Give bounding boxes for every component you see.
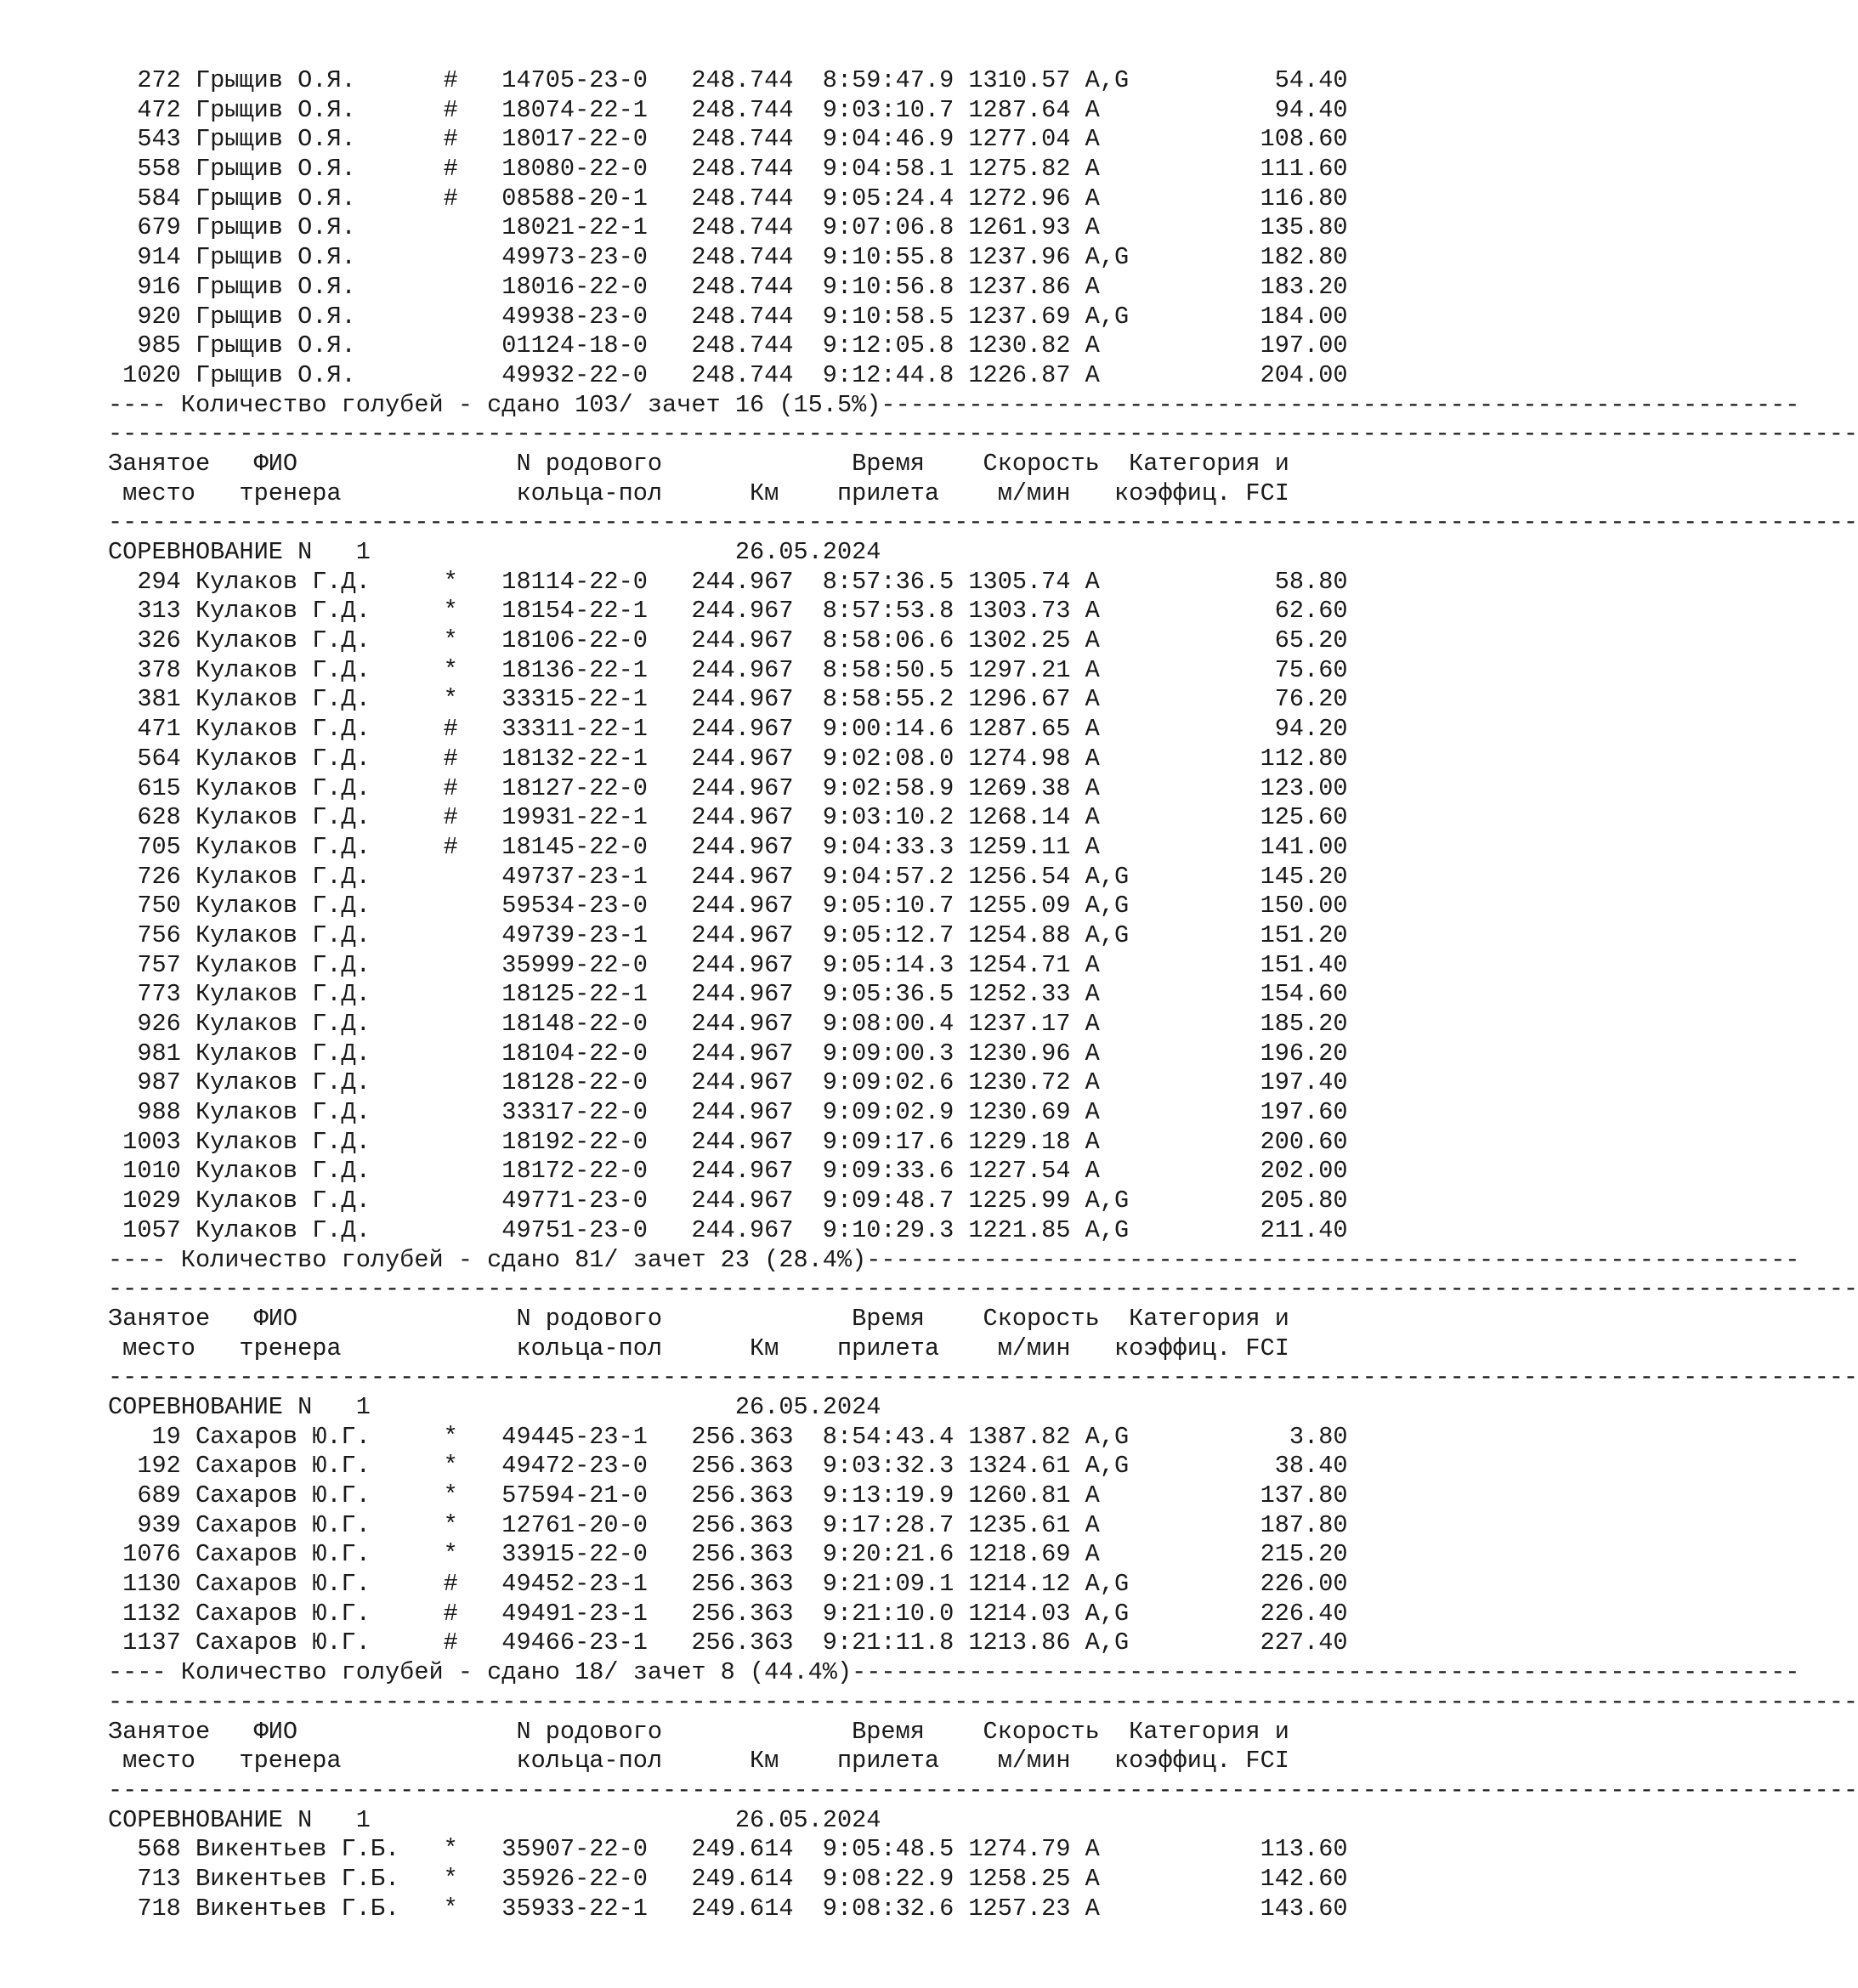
result-row: 926 Кулаков Г.Д. 18148-22-0 244.967 9:08:00.4 1237.17 A 185.20 bbox=[108, 1010, 1348, 1038]
section-summary: ---- Количество голубей - сдано 18/ зачет 8 (44.4%)----------------------------------------------------------------- bbox=[108, 1658, 1800, 1687]
result-row: 313 Кулаков Г.Д. * 18154-22-1 244.967 8:57:53.8 1303.73 A 62.60 bbox=[108, 597, 1348, 626]
section-summary: ---- Количество голубей - сдано 103/ зачет 16 (15.5%)--------------------------------------------------------------- bbox=[108, 390, 1800, 419]
result-row: 679 Грыщив О.Я. 18021-22-1 248.744 9:07:06.8 1261.93 A 135.80 bbox=[108, 213, 1348, 242]
result-row: 916 Грыщив О.Я. 18016-22-0 248.744 9:10:56.8 1237.86 A 183.20 bbox=[108, 272, 1348, 301]
result-row: 1076 Сахаров Ю.Г. * 33915-22-0 256.363 9:20:21.6 1218.69 A 215.20 bbox=[108, 1540, 1348, 1569]
result-row: 988 Кулаков Г.Д. 33317-22-0 244.967 9:09:02.9 1230.69 A 197.60 bbox=[108, 1098, 1348, 1127]
dashed-separator: ------------------------------------------------------------------------------------------------------------------------ bbox=[108, 508, 1858, 537]
result-row: 628 Кулаков Г.Д. # 19931-22-1 244.967 9:03:10.2 1268.14 A 125.60 bbox=[108, 803, 1348, 832]
result-row: 987 Кулаков Г.Д. 18128-22-0 244.967 9:09:02.6 1230.72 A 197.40 bbox=[108, 1068, 1348, 1097]
result-row: 1057 Кулаков Г.Д. 49751-23-0 244.967 9:10:29.3 1221.85 A,G 211.40 bbox=[108, 1215, 1348, 1244]
column-header-line-2: место тренера кольца-пол Км прилета м/мин коэффиц. FCI bbox=[108, 479, 1289, 507]
result-row: 713 Викентьев Г.Б. * 35926-22-0 249.614 9:08:22.9 1258.25 A 142.60 bbox=[108, 1864, 1348, 1893]
result-row: 718 Викентьев Г.Б. * 35933-22-1 249.614 9:08:32.6 1257.23 A 143.60 bbox=[108, 1894, 1348, 1923]
result-row: 1020 Грыщив О.Я. 49932-22-0 248.744 9:12:44.8 1226.87 A 204.00 bbox=[108, 360, 1348, 389]
result-row: 584 Грыщив О.Я. # 08588-20-1 248.744 9:05:24.4 1272.96 A 116.80 bbox=[108, 184, 1348, 212]
result-row: 1132 Сахаров Ю.Г. # 49491-23-1 256.363 9:21:10.0 1214.03 A,G 226.40 bbox=[108, 1599, 1348, 1628]
result-row: 471 Кулаков Г.Д. # 33311-22-1 244.967 9:00:14.6 1287.65 A 94.20 bbox=[108, 715, 1348, 744]
result-row: 564 Кулаков Г.Д. # 18132-22-1 244.967 9:02:08.0 1274.98 A 112.80 bbox=[108, 744, 1348, 773]
result-row: 381 Кулаков Г.Д. * 33315-22-1 244.967 8:58:55.2 1296.67 A 76.20 bbox=[108, 685, 1348, 714]
result-row: 192 Сахаров Ю.Г. * 49472-23-0 256.363 9:03:32.3 1324.61 A,G 38.40 bbox=[108, 1452, 1348, 1481]
result-row: 1029 Кулаков Г.Д. 49771-23-0 244.967 9:09:48.7 1225.99 A,G 205.80 bbox=[108, 1187, 1348, 1215]
result-row: 326 Кулаков Г.Д. * 18106-22-0 244.967 8:58:06.6 1302.25 A 65.20 bbox=[108, 626, 1348, 655]
column-header-line-1: Занятое ФИО N родового Время Скорость Категория и bbox=[108, 1304, 1289, 1333]
result-row: 981 Кулаков Г.Д. 18104-22-0 244.967 9:09:00.3 1230.96 A 196.20 bbox=[108, 1039, 1348, 1068]
result-row: 756 Кулаков Г.Д. 49739-23-1 244.967 9:05:12.7 1254.88 A,G 151.20 bbox=[108, 920, 1348, 949]
column-header-line-1: Занятое ФИО N родового Время Скорость Категория и bbox=[108, 449, 1289, 478]
dashed-separator: ------------------------------------------------------------------------------------------------------------------------ bbox=[108, 1776, 1858, 1804]
result-row: 750 Кулаков Г.Д. 59534-23-0 244.967 9:05:10.7 1255.09 A,G 150.00 bbox=[108, 892, 1348, 920]
result-row: 19 Сахаров Ю.Г. * 49445-23-1 256.363 8:54:43.4 1387.82 A,G 3.80 bbox=[108, 1422, 1348, 1451]
result-row: 757 Кулаков Г.Д. 35999-22-0 244.967 9:05:14.3 1254.71 A 151.40 bbox=[108, 950, 1348, 979]
result-row: 985 Грыщив О.Я. 01124-18-0 248.744 9:12:05.8 1230.82 A 197.00 bbox=[108, 331, 1348, 360]
competition-line: СОРЕВНОВАНИЕ N 1 26.05.2024 bbox=[108, 1392, 881, 1421]
result-row: 1137 Сахаров Ю.Г. # 49466-23-1 256.363 9:21:11.8 1213.86 A,G 227.40 bbox=[108, 1628, 1348, 1657]
dashed-separator: ------------------------------------------------------------------------------------------------------------------------ bbox=[108, 420, 1858, 449]
dashed-separator: ------------------------------------------------------------------------------------------------------------------------ bbox=[108, 1363, 1858, 1392]
result-row: 773 Кулаков Г.Д. 18125-22-1 244.967 9:05:36.5 1252.33 A 154.60 bbox=[108, 980, 1348, 1009]
result-row: 920 Грыщив О.Я. 49938-23-0 248.744 9:10:58.5 1237.69 A,G 184.00 bbox=[108, 302, 1348, 331]
competition-line: СОРЕВНОВАНИЕ N 1 26.05.2024 bbox=[108, 538, 881, 566]
result-row: 543 Грыщив О.Я. # 18017-22-0 248.744 9:04:46.9 1277.04 A 108.60 bbox=[108, 125, 1348, 154]
result-row: 272 Грыщив О.Я. # 14705-23-0 248.744 8:59:47.9 1310.57 A,G 54.40 bbox=[108, 66, 1348, 94]
result-row: 568 Викентьев Г.Б. * 35907-22-0 249.614 9:05:48.5 1274.79 A 113.60 bbox=[108, 1835, 1348, 1864]
column-header-line-2: место тренера кольца-пол Км прилета м/мин коэффиц. FCI bbox=[108, 1747, 1289, 1776]
result-row: 726 Кулаков Г.Д. 49737-23-1 244.967 9:04:57.2 1256.54 A,G 145.20 bbox=[108, 862, 1348, 891]
column-header-line-2: место тренера кольца-пол Км прилета м/мин коэффиц. FCI bbox=[108, 1334, 1289, 1362]
result-row: 939 Сахаров Ю.Г. * 12761-20-0 256.363 9:17:28.7 1235.61 A 187.80 bbox=[108, 1510, 1348, 1539]
result-row: 472 Грыщив О.Я. # 18074-22-1 248.744 9:03:10.7 1287.64 A 94.40 bbox=[108, 95, 1348, 124]
result-row: 914 Грыщив О.Я. 49973-23-0 248.744 9:10:55.8 1237.96 A,G 182.80 bbox=[108, 243, 1348, 272]
dashed-separator: ------------------------------------------------------------------------------------------------------------------------ bbox=[108, 1275, 1858, 1304]
result-row: 294 Кулаков Г.Д. * 18114-22-0 244.967 8:57:36.5 1305.74 A 58.80 bbox=[108, 567, 1348, 596]
result-row: 1003 Кулаков Г.Д. 18192-22-0 244.967 9:09:17.6 1229.18 A 200.60 bbox=[108, 1127, 1348, 1156]
result-row: 1130 Сахаров Ю.Г. # 49452-23-1 256.363 9:21:09.1 1214.12 A,G 226.00 bbox=[108, 1570, 1348, 1599]
result-row: 378 Кулаков Г.Д. * 18136-22-1 244.967 8:58:50.5 1297.21 A 75.60 bbox=[108, 655, 1348, 684]
result-row: 689 Сахаров Ю.Г. * 57594-21-0 256.363 9:13:19.9 1260.81 A 137.80 bbox=[108, 1481, 1348, 1509]
result-row: 1010 Кулаков Г.Д. 18172-22-0 244.967 9:09:33.6 1227.54 A 202.00 bbox=[108, 1157, 1348, 1186]
column-header-line-1: Занятое ФИО N родового Время Скорость Категория и bbox=[108, 1717, 1289, 1746]
section-summary: ---- Количество голубей - сдано 81/ зачет 23 (28.4%)---------------------------------------------------------------- bbox=[108, 1245, 1800, 1274]
results-document bbox=[108, 66, 1858, 1923]
dashed-separator: ------------------------------------------------------------------------------------------------------------------------ bbox=[108, 1687, 1858, 1716]
result-row: 558 Грыщив О.Я. # 18080-22-0 248.744 9:04:58.1 1275.82 A 111.60 bbox=[108, 155, 1348, 184]
result-row: 705 Кулаков Г.Д. # 18145-22-0 244.967 9:04:33.3 1259.11 A 141.00 bbox=[108, 832, 1348, 861]
competition-line: СОРЕВНОВАНИЕ N 1 26.05.2024 bbox=[108, 1805, 881, 1834]
result-row: 615 Кулаков Г.Д. # 18127-22-0 244.967 9:02:58.9 1269.38 A 123.00 bbox=[108, 773, 1348, 802]
